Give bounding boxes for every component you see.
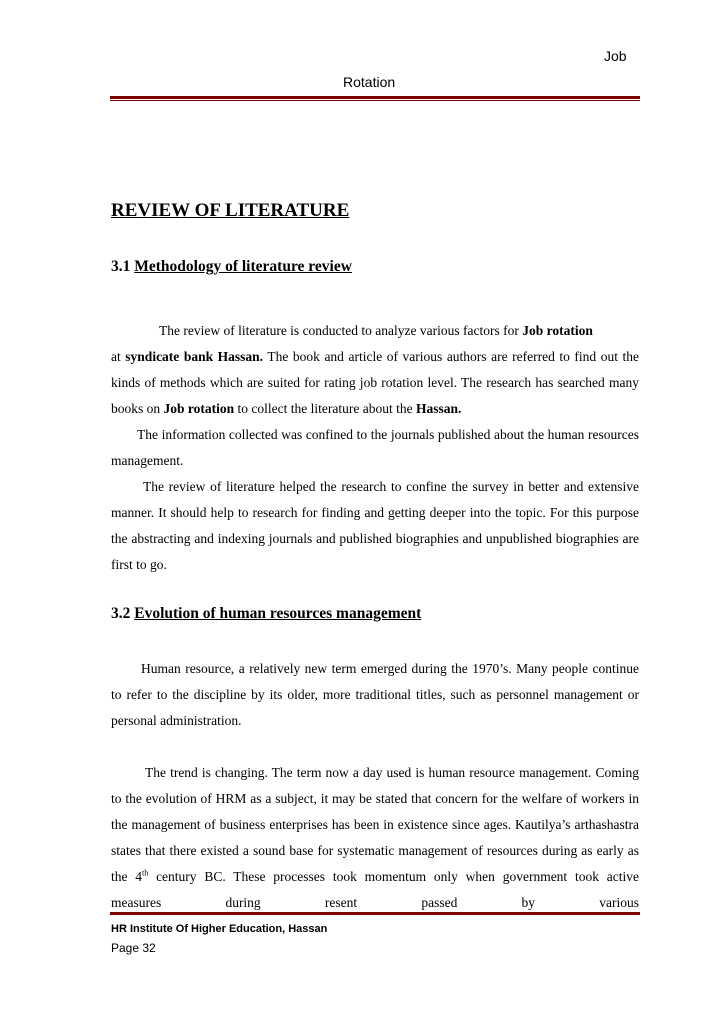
section-2-title: Evolution of human resources management — [134, 605, 422, 622]
section-1-paragraph-2: The information collected was confined to the journals published about the human resources management. — [111, 427, 639, 468]
page-number: 32 — [142, 941, 156, 955]
footer-page-number — [111, 941, 156, 955]
text-run: century BC. These processes took momentum only when government took active measures during resent passed by various — [111, 869, 639, 910]
section-1-heading — [111, 258, 352, 276]
section-1-title: Methodology of literature review — [134, 258, 352, 275]
text-run: The book and article of various authors are referred to find out the kinds of methods which are suited for rating job rotation level. The research has searched many books on — [111, 349, 640, 416]
text-run: at — [111, 349, 126, 364]
section-2-number: 3.2 — [111, 605, 135, 622]
section-1-paragraph-1 — [111, 318, 639, 422]
superscript: th — [142, 868, 149, 878]
bold-run: Hassan. — [415, 401, 462, 416]
header-rule-thin — [110, 100, 640, 101]
text-run: The review of literature is conducted to analyze various factors for — [159, 323, 523, 338]
bold-run: Job rotation — [163, 401, 235, 416]
header-rule — [110, 96, 640, 99]
bold-run: syndicate bank Hassan. — [125, 349, 264, 364]
main-heading: REVIEW OF LITERATURE — [111, 200, 350, 221]
header-title-rotation: Rotation — [343, 74, 396, 90]
section-1-number: 3.1 — [111, 258, 135, 275]
section-2-paragraph-2 — [111, 760, 639, 916]
section-2-heading — [111, 605, 421, 623]
section-1-paragraph-3: The review of literature helped the research to confine the survey in better and extensive manner. It should help to research for finding and getting deeper into the topic. For this purpose the abstracting and indexing journals and published biographies and unpublished biographies are first to go. — [111, 479, 639, 572]
header-title-job: Job — [604, 48, 627, 64]
footer-institute: HR Institute Of Higher Education, Hassan — [111, 923, 328, 935]
text-run: The trend is changing. The term now a day used is human resource management. Coming to the evolution of HRM as a subject, it may be stated that concern for the welfare of workers in the management of business enterprises has been in existence since ages. Kautilya’s arthashastra states that there existed a sound base for systematic management of resources during as early as the 4 — [111, 765, 639, 884]
footer-rule — [110, 912, 640, 915]
page-label: Page — [111, 941, 140, 955]
bold-run: Job rotation — [522, 323, 593, 338]
section-2-paragraph-1: Human resource, a relatively new term emerged during the 1970’s. Many people continue to refer to the discipline by its older, more traditional titles, such as personnel management or personal administration. — [111, 661, 639, 728]
text-run: to collect the literature about the — [234, 401, 416, 416]
